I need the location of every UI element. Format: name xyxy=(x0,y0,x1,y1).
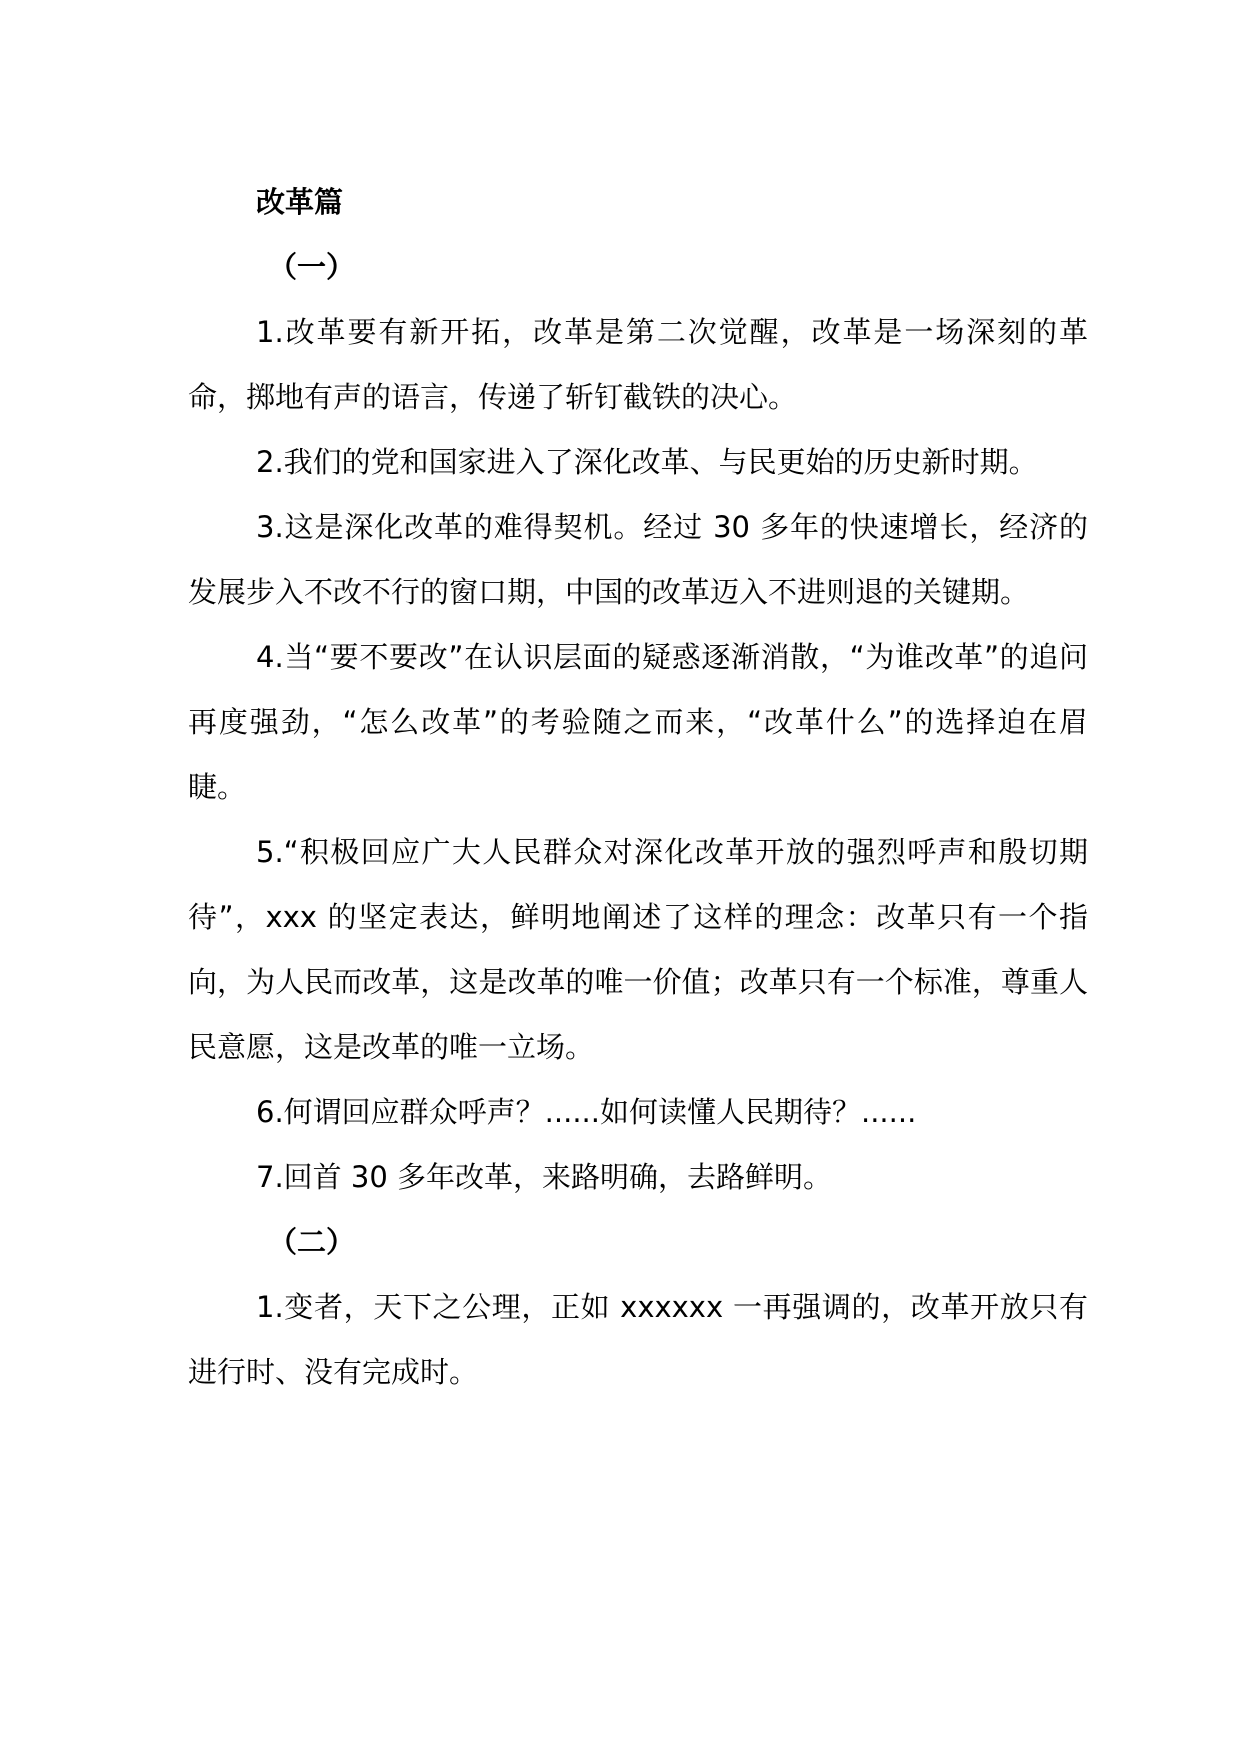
paragraph: 3.这是深化改革的难得契机。经过 30 多年的快速增长，经济的发展步入不改不行的窗口期，中国的改革迈入不进则退的关键期。 xyxy=(188,510,1088,609)
document-page xyxy=(188,170,1088,1405)
paragraph: 1.变者，天下之公理，正如 xxxxxx 一再强调的，改革开放只有进行时、没有完成时。 xyxy=(188,1290,1088,1389)
paragraph: 6.何谓回应群众呼声？......如何读懂人民期待？...... xyxy=(256,1095,917,1129)
paragraph: 1.改革要有新开拓，改革是第二次觉醒，改革是一场深刻的革命，掷地有声的语言，传递了斩钉截铁的决心。 xyxy=(188,315,1088,414)
paragraph: 2.我们的党和国家进入了深化改革、与民更始的历史新时期。 xyxy=(256,445,1038,479)
section-heading-2: （二） xyxy=(268,1225,356,1259)
document-title: 改革篇 xyxy=(256,185,344,219)
section-heading-1: （一） xyxy=(268,250,356,284)
paragraph: 5.“积极回应广大人民群众对深化改革开放的强烈呼声和殷切期待”，xxx 的坚定表达，鲜明地阐述了这样的理念：改革只有一个指向，为人民而改革，这是改革的唯一价值；改革只有一个标准，尊重人民意愿，这是改革的唯一立场。 xyxy=(188,835,1088,1064)
paragraph: 7.回首 30 多年改革，来路明确，去路鲜明。 xyxy=(256,1160,833,1194)
paragraph: 4.当“要不要改”在认识层面的疑惑逐渐消散，“为谁改革”的追问再度强劲，“怎么改革”的考验随之而来，“改革什么”的选择迫在眉睫。 xyxy=(188,640,1088,804)
